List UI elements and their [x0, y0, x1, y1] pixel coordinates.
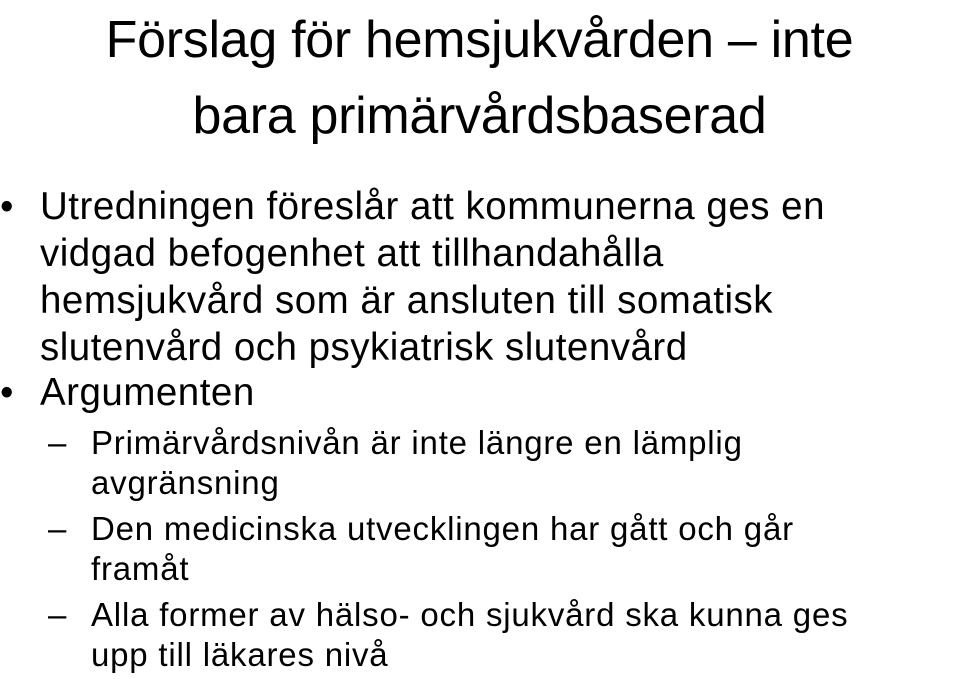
sub-bullet-item-2-text: [91, 509, 959, 589]
bullet-item-2: [0, 369, 959, 416]
sub-bullet-item-1-line-1: Primärvårdsnivån är inte längre en lämplig: [91, 424, 743, 461]
bullet-item-1-line-4: slutenvård och psykiatrisk slutenvård: [40, 326, 688, 369]
bullet-dot-icon: •: [0, 371, 14, 414]
bullet-item-1-line-2: vidgad befogenhet att tillhandahålla: [40, 232, 664, 275]
bullet-item-1-line-1: Utredningen föreslår att kommunerna ges en: [40, 185, 826, 228]
sub-bullet-item-1: [0, 423, 959, 503]
sub-bullet-item-1-line-2: avgränsning: [91, 464, 280, 501]
bullet-item-1: [0, 183, 959, 371]
sub-bullet-item-3-line-1: Alla former av hälso- och sjukvård ska kunna ges: [91, 596, 849, 633]
dash-icon: –: [48, 596, 68, 633]
sub-bullet-item-2-line-1: Den medicinska utvecklingen har gått och går: [91, 510, 794, 547]
bullet-dot-icon: •: [0, 185, 14, 228]
bullet-item-2-text: [40, 369, 959, 416]
slide-title-line-2: bara primärvårdsbaserad: [192, 87, 767, 145]
sub-bullet-item-3: [0, 595, 959, 675]
bullet-item-1-line-3: hemsjukvård som är ansluten till somatisk: [40, 279, 774, 322]
sub-bullet-item-3-text: [91, 595, 959, 675]
sub-bullet-item-3-line-2: upp till läkares nivå: [91, 636, 389, 673]
bullet-item-1-text: [40, 183, 959, 371]
dash-icon: –: [48, 510, 68, 547]
slide-title-line-1: Förslag för hemsjukvården – inte: [105, 11, 854, 69]
bullet-item-2-line-1: Argumenten: [40, 371, 255, 414]
slide-title: [0, 2, 959, 154]
sub-bullet-item-1-text: [91, 423, 959, 503]
sub-bullet-item-2: [0, 509, 959, 589]
dash-icon: –: [48, 424, 68, 461]
sub-bullet-item-2-line-2: framåt: [91, 550, 190, 587]
